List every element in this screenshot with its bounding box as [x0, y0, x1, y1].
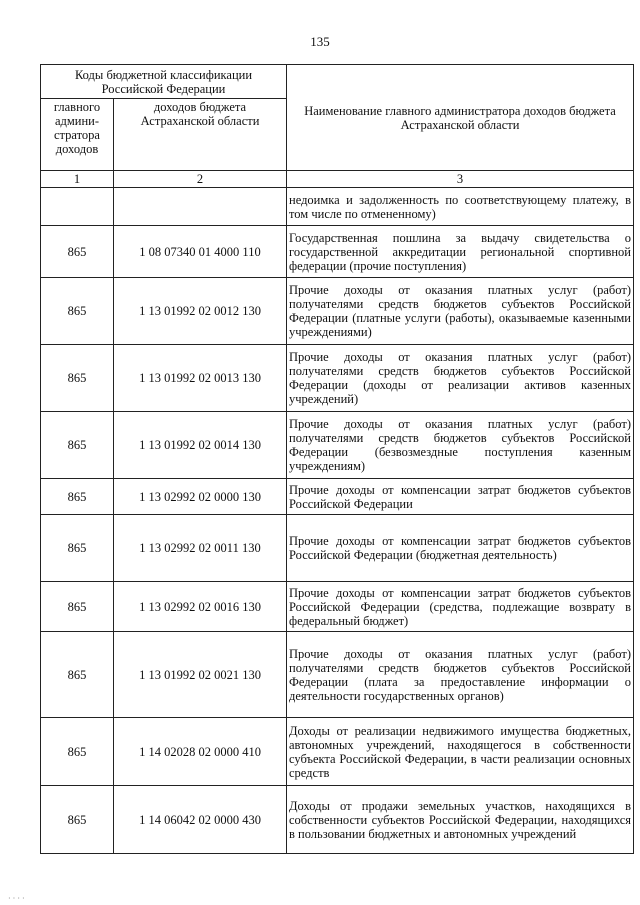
table-row [41, 278, 634, 345]
header-group-title: Коды бюджетной классификации Российской Федерации [41, 65, 287, 99]
admin-code-cell: 865 [41, 718, 114, 786]
budget-code-cell: 1 08 07340 01 4000 110 [114, 226, 287, 278]
budget-code-cell: 1 14 02028 02 0000 410 [114, 718, 287, 786]
admin-code-cell: 865 [41, 278, 114, 345]
revenue-name-cell: Доходы от реализации недвижимого имущества бюджетных, автономных учреждений, находящегося в собственности субъекта Российской Федерации, в части реализации основных средств [287, 718, 634, 786]
table-row [41, 226, 634, 278]
revenue-name-cell: Прочие доходы от оказания платных услуг (работ) получателями средств бюджетов субъектов Российской Федерации (безвозмездные поступления казенным учреждениям) [287, 412, 634, 479]
table-row [41, 515, 634, 582]
revenue-name-cell: Прочие доходы от компенсации затрат бюджетов субъектов Российской Федерации (средства, подлежащие возврату в федеральный бюджет) [287, 582, 634, 632]
table-row [41, 345, 634, 412]
admin-code-cell: 865 [41, 582, 114, 632]
table-row [41, 582, 634, 632]
revenue-name-cell: недоимка и задолженность по соответствующему платежу, в том числе по отмененному) [287, 188, 634, 226]
header-admin-column: главного админи-стратора доходов [41, 99, 114, 171]
budget-code-cell: 1 13 02992 02 0016 130 [114, 582, 287, 632]
column-number: 3 [287, 171, 634, 188]
admin-code-cell [41, 188, 114, 226]
revenue-name-cell: Доходы от продажи земельных участков, находящихся в собственности субъектов Российской Федерации, находящихся в пользовании бюджетных и автономных учреждений [287, 786, 634, 854]
revenue-name-cell: Прочие доходы от оказания платных услуг (работ) получателями средств бюджетов субъектов Российской Федерации (платные услуги (работы), оказываемые казенными учреждениями) [287, 278, 634, 345]
admin-code-cell: 865 [41, 226, 114, 278]
budget-code-cell: 1 13 01992 02 0021 130 [114, 632, 287, 718]
revenue-name-cell: Государственная пошлина за выдачу свидетельства о государственной аккредитации региональной спортивной федерации (прочие поступления) [287, 226, 634, 278]
budget-classification-table [40, 64, 634, 854]
admin-code-cell: 865 [41, 786, 114, 854]
table-row [41, 718, 634, 786]
budget-code-cell: 1 13 01992 02 0012 130 [114, 278, 287, 345]
revenue-name-cell: Прочие доходы от оказания платных услуг (работ) получателями средств бюджетов субъектов Российской Федерации (плата за предоставление информации о деятельности государственных органов) [287, 632, 634, 718]
budget-code-cell: 1 13 01992 02 0013 130 [114, 345, 287, 412]
table-row [41, 479, 634, 515]
admin-code-cell: 865 [41, 345, 114, 412]
budget-code-cell: 1 13 02992 02 0011 130 [114, 515, 287, 582]
budget-code-cell [114, 188, 287, 226]
budget-code-cell: 1 14 06042 02 0000 430 [114, 786, 287, 854]
header-name-column: Наименование главного администратора доходов бюджета Астраханской области [287, 65, 634, 171]
budget-code-cell: 1 13 02992 02 0000 130 [114, 479, 287, 515]
admin-code-cell: 865 [41, 412, 114, 479]
header-code-column: доходов бюджета Астраханской области [114, 99, 287, 171]
footer-mark: · · · · [8, 894, 25, 903]
column-number: 1 [41, 171, 114, 188]
table-row [41, 188, 634, 226]
table-row [41, 412, 634, 479]
column-number: 2 [114, 171, 287, 188]
revenue-name-cell: Прочие доходы от компенсации затрат бюджетов субъектов Российской Федерации [287, 479, 634, 515]
table-row [41, 786, 634, 854]
revenue-name-cell: Прочие доходы от оказания платных услуг (работ) получателями средств бюджетов субъектов Российской Федерации (доходы от реализации активов казенных учреждений) [287, 345, 634, 412]
admin-code-cell: 865 [41, 515, 114, 582]
revenue-name-cell: Прочие доходы от компенсации затрат бюджетов субъектов Российской Федерации (бюджетная деятельность) [287, 515, 634, 582]
admin-code-cell: 865 [41, 632, 114, 718]
budget-code-cell: 1 13 01992 02 0014 130 [114, 412, 287, 479]
page-number: 135 [310, 34, 330, 49]
table-row [41, 632, 634, 718]
admin-code-cell: 865 [41, 479, 114, 515]
